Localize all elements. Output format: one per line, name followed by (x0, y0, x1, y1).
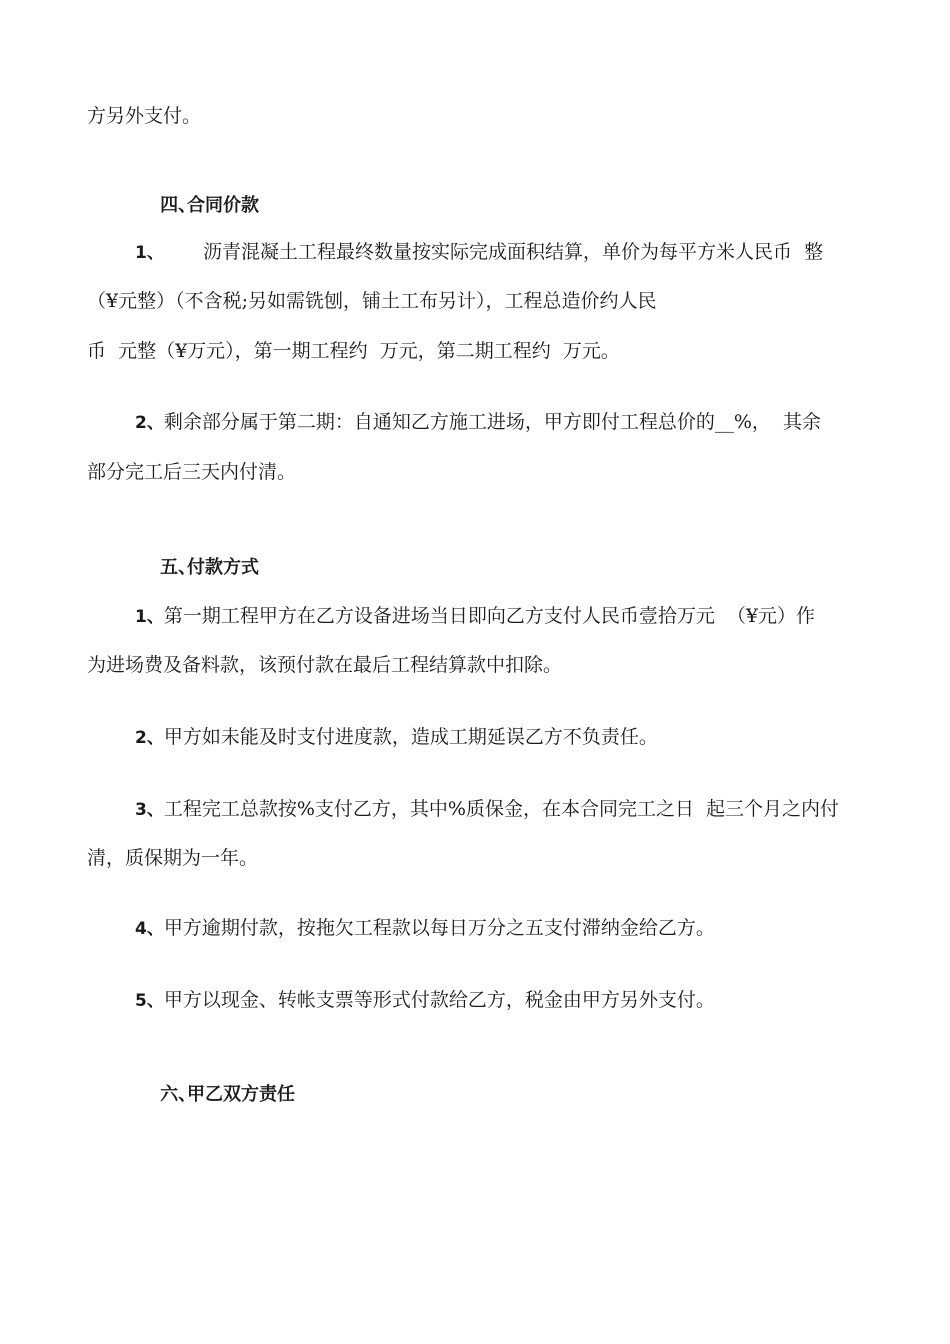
section-number: 四、 (160, 195, 197, 216)
item-number: 4、 (135, 919, 164, 939)
paragraph-text: 为进场费及备料款，该预付款在最后工程结算款中扣除。 (87, 654, 563, 676)
paragraph-text: 清，质保期为一年。 (87, 847, 259, 869)
section-6-heading (135, 1059, 295, 1105)
paragraph-text: 甲方以现金、转帐支票等形式付款给乙方，税金由甲方另外支付。 (163, 989, 715, 1011)
section-4-item-1-line-3 (87, 339, 620, 363)
item-number: 3、 (135, 800, 164, 820)
section-4-item-1-line-2 (87, 289, 657, 313)
section-4-heading (135, 170, 259, 216)
section-5-item-2-line-1 (135, 725, 658, 749)
section-title: 甲乙双方责任 (187, 1084, 295, 1105)
paragraph-text: （¥元整）（不含税;另如需铣刨，铺土工布另计），工程总造价约人民 (87, 290, 657, 312)
section-4-item-1-line-1 (135, 240, 823, 264)
section-number: 五、 (160, 557, 197, 578)
paragraph-text: 部分完工后三天内付清。 (87, 461, 297, 483)
item-number: 1、 (135, 243, 164, 263)
item-number: 2、 (135, 728, 164, 748)
paragraph-text: 剩余部分属于第二期：自通知乙方施工进场，甲方即付工程总价的__%， 其余 (163, 411, 821, 433)
paragraph-text: 甲方如未能及时支付进度款，造成工期延误乙方不负责任。 (163, 726, 658, 748)
intro-tail-line (87, 104, 201, 128)
section-5-item-5-line-1 (135, 988, 715, 1012)
paragraph-text: 方另外支付。 (87, 105, 202, 127)
section-4-item-2-line-1 (135, 410, 821, 434)
section-title: 合同价款 (187, 195, 259, 216)
paragraph-text: 沥青混凝土工程最终数量按实际完成面积结算，单价为每平方米人民币 整 (203, 241, 824, 263)
section-5-item-1-line-1 (135, 604, 815, 628)
paragraph-text: 第一期工程甲方在乙方设备进场当日即向乙方支付人民币壹拾万元 （¥元）作 (163, 605, 816, 627)
section-5-item-1-line-2 (87, 653, 562, 677)
section-4-item-2-line-2 (87, 460, 296, 484)
item-number: 5、 (135, 991, 164, 1011)
paragraph-text: 币 元整（¥万元），第一期工程约 万元，第二期工程约 万元。 (87, 340, 620, 362)
paragraph-text: 工程完工总款按%支付乙方，其中%质保金，在本合同完工之日 起三个月之内付 (163, 798, 840, 820)
section-title: 付款方式 (187, 557, 259, 578)
section-5-heading (135, 532, 259, 578)
section-number: 六、 (160, 1084, 197, 1105)
item-number: 1、 (135, 607, 164, 627)
item-number: 2、 (135, 413, 164, 433)
section-5-item-4-line-1 (135, 916, 715, 940)
section-5-item-3-line-2 (87, 846, 258, 870)
paragraph-text: 甲方逾期付款，按拖欠工程款以每日万分之五支付滞纳金给乙方。 (163, 917, 715, 939)
section-5-item-3-line-1 (135, 797, 839, 821)
